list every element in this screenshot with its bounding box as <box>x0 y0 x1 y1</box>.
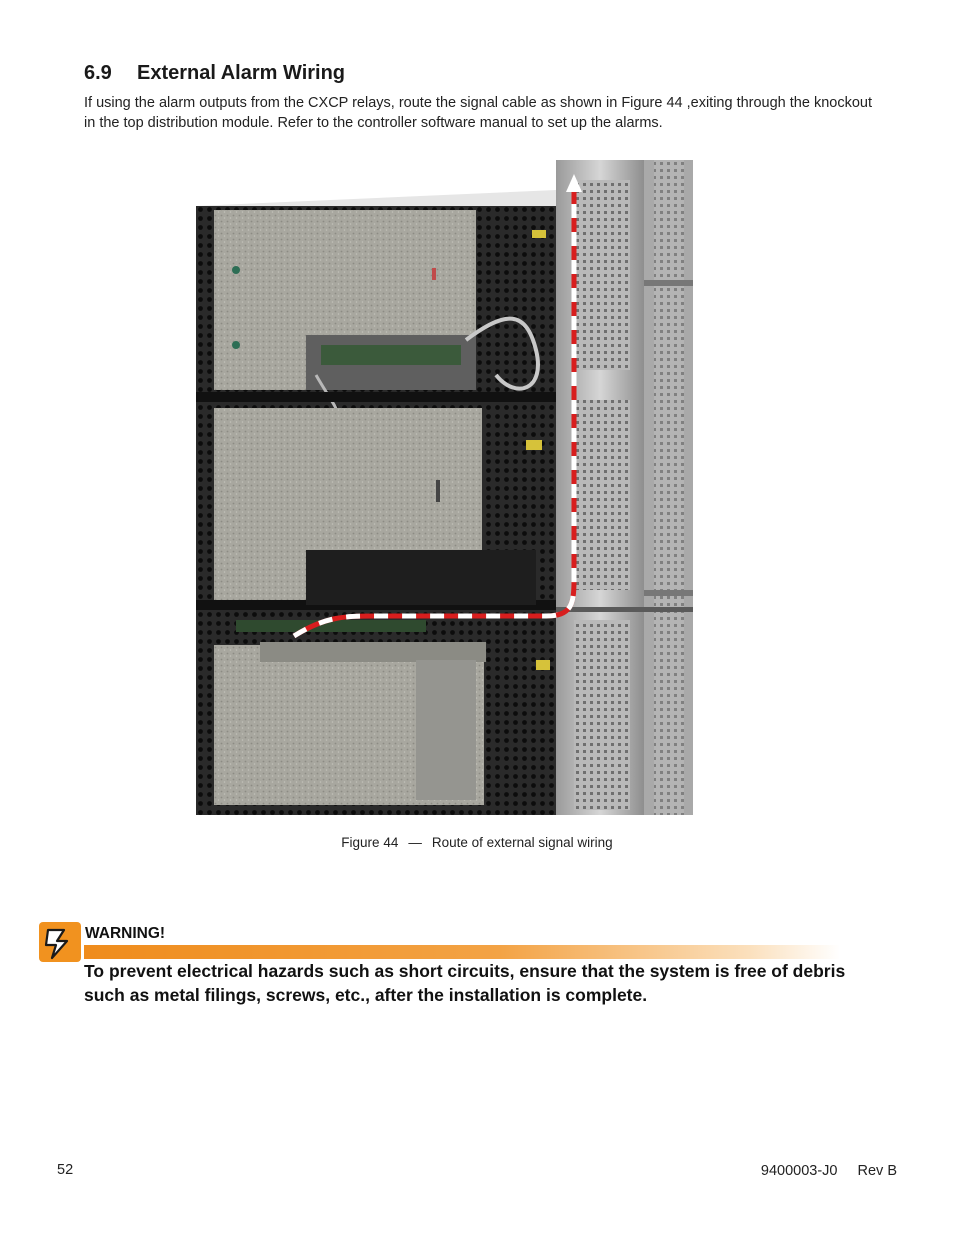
warning-text: To prevent electrical hazards such as short circuits, ensure that the system is free of debris such as metal filings, screws, etc., after the installation is complete. <box>84 961 846 1005</box>
doc-number: 9400003-J0 <box>760 1163 838 1179</box>
warning-title: WARNING! <box>85 925 166 942</box>
cabinet-illustration <box>196 160 693 815</box>
warning-accent-bar <box>84 945 840 959</box>
figure-label: Figure 44 <box>341 835 399 850</box>
lightning-warning-icon <box>39 922 81 962</box>
section-heading <box>84 62 345 85</box>
section-number: 6.9 <box>84 62 112 84</box>
section-title: External Alarm Wiring <box>137 62 346 84</box>
doc-revision: Rev B <box>857 1163 897 1179</box>
page-number: 52 <box>57 1162 74 1178</box>
caption-separator: — <box>408 835 422 850</box>
figure-photo <box>196 160 693 815</box>
caption-text: Route of external signal wiring <box>431 835 613 850</box>
document-id <box>761 1163 897 1179</box>
figure-caption <box>0 835 954 850</box>
intro-paragraph: If using the alarm outputs from the CXCP relays, route the signal cable as shown in Figure 44 ,exiting through the knockout in the top distribution module. Refer to the controller software manual to set up the alarms. <box>84 95 872 131</box>
